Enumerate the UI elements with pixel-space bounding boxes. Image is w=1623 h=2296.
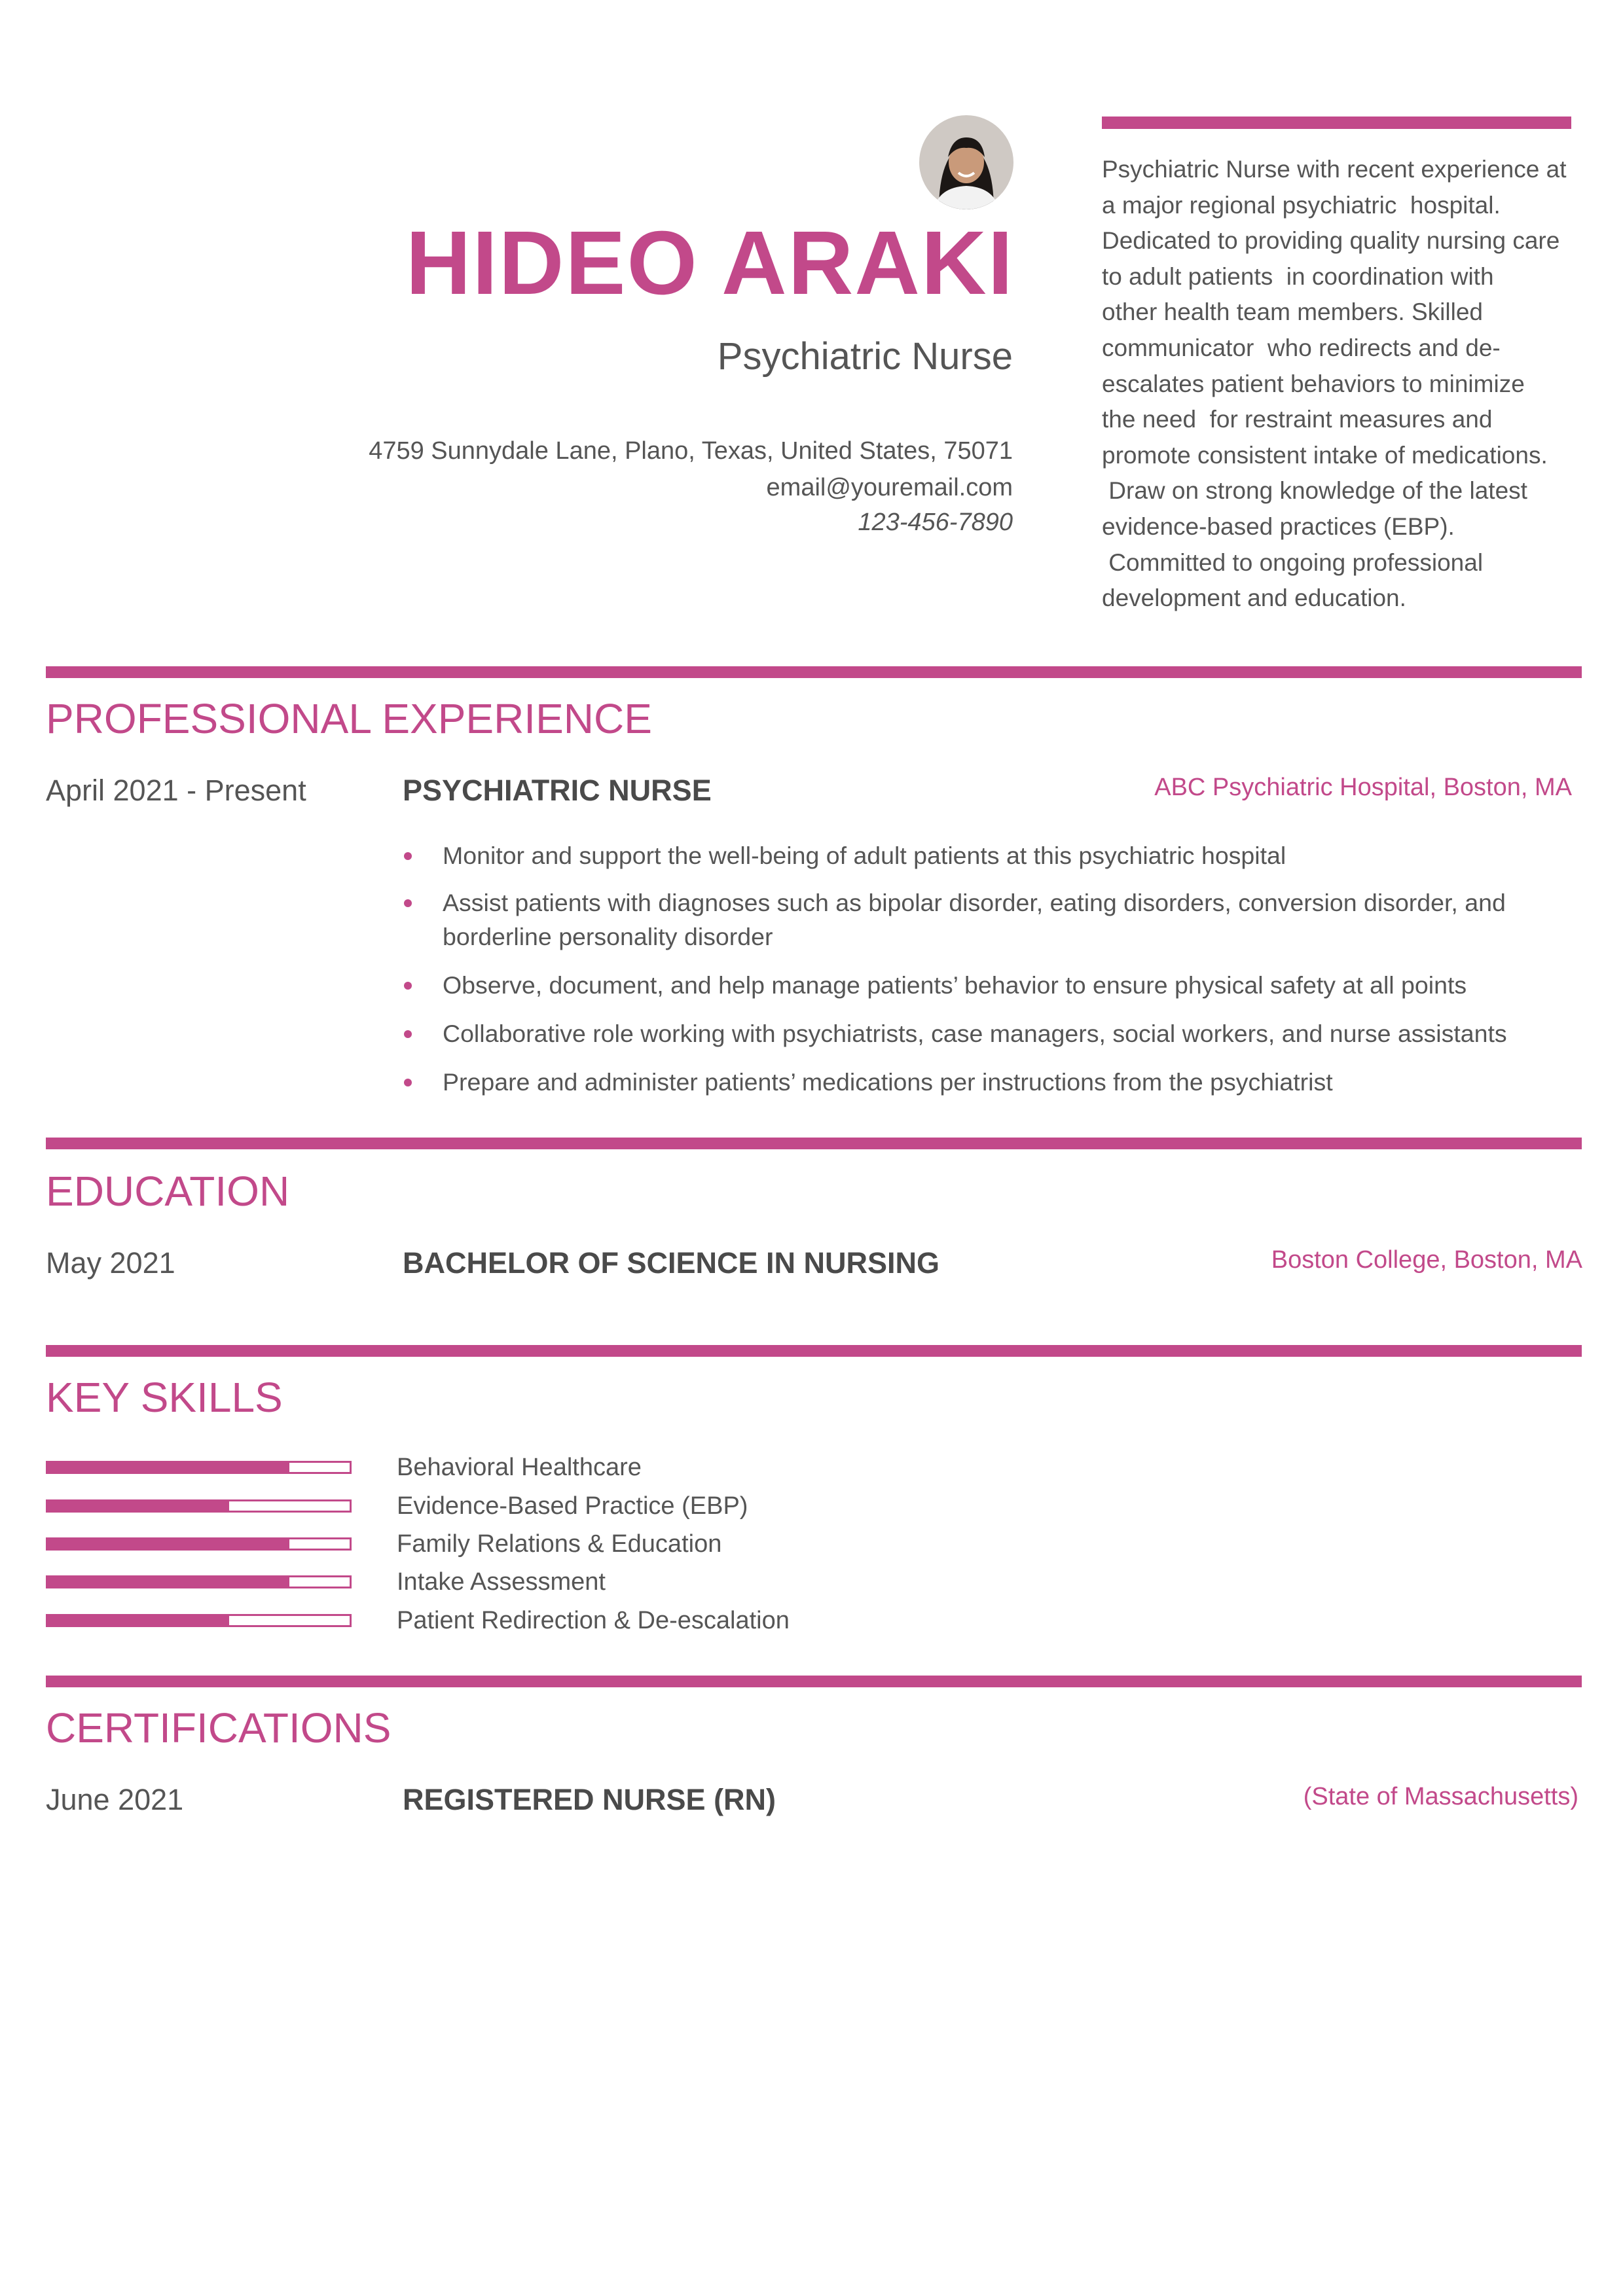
section-title-certifications: CERTIFICATIONS: [46, 1704, 392, 1751]
summary: [1102, 152, 1606, 617]
skill-level-bar: [46, 1499, 352, 1513]
experience-date: April 2021 - Present: [46, 774, 306, 807]
education-school: Boston College, Boston, MA: [1271, 1246, 1582, 1274]
skill-level-fill: [48, 1577, 289, 1587]
skill-label: Evidence-Based Practice (EBP): [397, 1492, 748, 1520]
candidate-name: HIDEO ARAKI: [405, 213, 1014, 314]
phone: 123-456-7890: [858, 509, 1013, 536]
summary-line: a major regional psychiatric hospital.: [1102, 191, 1501, 219]
section-divider: [46, 1676, 1582, 1687]
skill-level-fill: [48, 1539, 289, 1549]
bullet-dot-icon: [404, 1079, 412, 1086]
profile-photo: [919, 115, 1013, 209]
skill-level-fill: [48, 1463, 289, 1472]
summary-line: Dedicated to providing quality nursing care: [1102, 227, 1560, 255]
skill-level-fill: [48, 1501, 229, 1511]
summary-line: the need for restraint measures and: [1102, 406, 1493, 433]
bullet-dot-icon: [404, 1030, 412, 1038]
bullet-dot-icon: [404, 852, 412, 860]
summary-line: development and education.: [1102, 584, 1406, 612]
section-divider: [46, 1345, 1582, 1357]
experience-role: PSYCHIATRIC NURSE: [403, 774, 712, 807]
skill-label: Family Relations & Education: [397, 1530, 722, 1558]
summary-line: communicator who redirects and de-: [1102, 334, 1501, 361]
skill-label: Behavioral Healthcare: [397, 1454, 642, 1481]
experience-org: ABC Psychiatric Hospital, Boston, MA: [1154, 774, 1572, 801]
avatar: [919, 115, 1013, 209]
experience-bullet: [443, 1065, 1542, 1099]
skill-label: Intake Assessment: [397, 1568, 606, 1596]
summary-top-bar: [1102, 117, 1571, 129]
summary-line: evidence-based practices (EBP).: [1102, 512, 1455, 540]
education-date: May 2021: [46, 1246, 175, 1280]
experience-bullet: [443, 968, 1542, 1002]
experience-bullet: [443, 838, 1542, 872]
certification-date: June 2021: [46, 1783, 184, 1816]
job-title: Psychiatric Nurse: [717, 335, 1013, 378]
summary-line: escalates patient behaviors to minimize: [1102, 370, 1525, 397]
education-degree: BACHELOR OF SCIENCE IN NURSING: [403, 1246, 940, 1280]
section-title-education: EDUCATION: [46, 1168, 290, 1215]
experience-bullet: [443, 1016, 1542, 1050]
bullet-text: Collaborative role working with psychiatrists, case managers, social workers, and nurse assistants: [443, 1020, 1507, 1047]
experience-bullet: [443, 886, 1542, 954]
experience-bullets: [443, 838, 1542, 1099]
summary-line: other health team members. Skilled: [1102, 298, 1483, 326]
bullet-dot-icon: [404, 899, 412, 907]
summary-line: Psychiatric Nurse with recent experience at: [1102, 156, 1567, 183]
skill-label: Patient Redirection & De-escalation: [397, 1607, 790, 1634]
section-title-experience: PROFESSIONAL EXPERIENCE: [46, 695, 652, 742]
summary-line: promote consistent intake of medications.: [1102, 441, 1548, 469]
summary-line: Draw on strong knowledge of the latest: [1102, 477, 1527, 505]
skill-level-bar: [46, 1614, 352, 1627]
bullet-text: Observe, document, and help manage patients’ behavior to ensure physical safety at all points: [443, 971, 1467, 999]
certification-name: REGISTERED NURSE (RN): [403, 1783, 776, 1816]
bullet-text: Prepare and administer patients’ medications per instructions from the psychiatrist: [443, 1068, 1333, 1096]
skill-level-bar: [46, 1461, 352, 1474]
skill-level-bar: [46, 1575, 352, 1588]
skill-level-fill: [48, 1616, 229, 1625]
summary-line: Committed to ongoing professional: [1102, 548, 1484, 576]
certification-issuer: (State of Massachusetts): [1303, 1783, 1578, 1810]
section-title-skills: KEY SKILLS: [46, 1374, 283, 1421]
bullet-dot-icon: [404, 982, 412, 990]
summary-line: to adult patients in coordination with: [1102, 262, 1494, 290]
bullet-text: Assist patients with diagnoses such as bipolar disorder, eating disorders, conversion disorder, and borderline personality disorder: [443, 889, 1506, 950]
email: email@youremail.com: [766, 474, 1013, 501]
section-divider: [46, 1138, 1582, 1149]
address: 4759 Sunnydale Lane, Plano, Texas, United States, 75071: [369, 437, 1013, 465]
bullet-text: Monitor and support the well-being of adult patients at this psychiatric hospital: [443, 842, 1286, 869]
section-divider: [46, 666, 1582, 678]
skill-level-bar: [46, 1537, 352, 1551]
